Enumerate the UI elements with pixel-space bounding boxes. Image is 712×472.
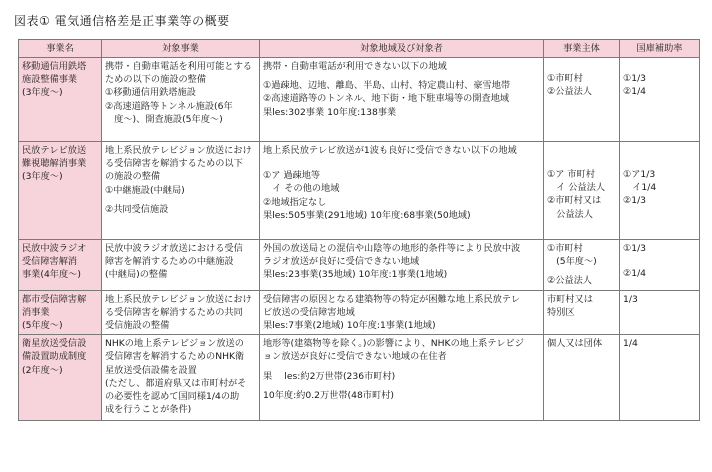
cell-line: 個人又は団体: [547, 338, 603, 350]
cell-line: 10年度:約0.2万世帯(48市町村): [263, 389, 394, 401]
business-name-cell: [19, 290, 102, 335]
header-row: [19, 40, 700, 58]
target-area-cell: [260, 58, 544, 142]
cell-line: ②高速道路等トンネル施設(6年: [105, 100, 233, 112]
cell-line: 障害を解消するための中継施設: [105, 256, 234, 268]
cell-line: 受信施設の整備: [105, 320, 170, 332]
cell-line: 星放送受信設備を設置: [105, 364, 197, 376]
cell-line: 民放中波ラジオ: [22, 243, 87, 254]
cell-line: 受信障害を解消するためのNHK衛: [105, 351, 245, 363]
cell-line: 公益法人: [547, 208, 593, 220]
table-row: [19, 58, 700, 142]
cell-line: ラジオ放送が良好に受信できない地域: [263, 256, 420, 268]
cell-line: (3年度～): [22, 171, 63, 183]
target-business-cell: [102, 335, 260, 421]
cell-line: 施設整備事業: [22, 74, 78, 86]
business-name-cell: [19, 142, 102, 240]
cell-line: イ 公益法人: [547, 182, 606, 194]
cell-line: ①市町村: [547, 73, 583, 84]
cell-line: 地上系民放テレビジョン放送におけ: [105, 293, 252, 305]
cell-line: ②1/4: [623, 86, 647, 98]
cell-line: ①ア1/3: [623, 169, 656, 180]
cell-line: 都市受信障害解: [22, 293, 87, 305]
cell-line: (5年度～): [547, 256, 597, 268]
business-name-cell: [19, 335, 102, 421]
overview-table: [18, 39, 700, 421]
cell-line: 果les:7事業(2地域) 10年度:1事業(1地域): [263, 320, 436, 332]
cell-line: ョン放送が良好に受信できない地域の在住者: [263, 351, 447, 363]
cell-line: 地形等(建築物等を除く。)の影響により、NHKの地上系テレビジ: [263, 338, 524, 350]
subsidy-rate-cell: [620, 142, 700, 240]
cell-line: 1/4: [623, 338, 638, 350]
cell-line: の施設の整備: [105, 171, 161, 183]
business-name-cell: [19, 58, 102, 142]
table-row: [19, 240, 700, 291]
cell-line: 民放テレビ放送: [22, 145, 87, 156]
cell-line: ための以下の施設の整備: [105, 74, 207, 86]
cell-line: イ その他の地域: [263, 183, 340, 195]
cell-line: (ただし、都道府県又は市町村がそ: [105, 377, 247, 389]
header-entity: 事業主体: [544, 40, 620, 58]
cell-line: 成を行うことが条件): [105, 404, 192, 416]
cell-line: 1/3: [623, 293, 638, 305]
cell-line: 外国の放送局との混信や山陰等の地形的条件等により民放中波: [263, 243, 521, 254]
target-business-cell: [102, 142, 260, 240]
cell-line: 備設置助成制度: [22, 351, 87, 363]
cell-line: ①1/3: [623, 73, 647, 84]
table-row: [19, 142, 700, 240]
cell-line: ②公益法人: [547, 275, 592, 287]
entity-cell: [544, 240, 620, 291]
cell-line: (中継局)の整備: [105, 269, 168, 281]
cell-line: 地上系民放テレビ放送が1波も良好に受信できない以下の地域: [263, 145, 517, 156]
target-area-cell: [260, 240, 544, 291]
cell-line: ②公益法人: [547, 86, 592, 98]
cell-line: (2年度～): [22, 364, 63, 376]
cell-line: ①中継施設(中継局): [105, 184, 185, 196]
target-business-cell: [102, 58, 260, 142]
header-target-business: 対象事業: [102, 40, 260, 58]
cell-line: ①移動通信用鉄塔施設: [105, 87, 196, 99]
target-area-cell: [260, 335, 544, 421]
cell-line: 特別区: [547, 306, 575, 318]
cell-line: (5年度～): [22, 320, 63, 332]
cell-line: 移動通信用鉄塔: [22, 61, 87, 72]
target-business-cell: [102, 240, 260, 291]
subsidy-rate-cell: [620, 58, 700, 142]
entity-cell: [544, 58, 620, 142]
cell-line: ②共同受信施設: [105, 203, 169, 215]
cell-line: 果les:505事業(291地域) 10年度:68事業(50地域): [263, 209, 471, 221]
subsidy-rate-cell: [620, 290, 700, 335]
cell-line: 地上系民放テレビジョン放送におけ: [105, 145, 252, 156]
cell-line: ②地域指定なし: [263, 196, 327, 208]
entity-cell: [544, 290, 620, 335]
cell-line: ①ア 過疎地等: [263, 170, 321, 182]
table-row: [19, 290, 700, 335]
header-subsidy-rate: 国庫補助率: [620, 40, 700, 58]
entity-cell: [544, 142, 620, 240]
target-area-cell: [260, 290, 544, 335]
cell-line: (3年度～): [22, 87, 63, 99]
cell-line: ①市町村: [547, 243, 583, 254]
cell-line: 携帯・自動車電話が利用できない以下の地域: [263, 61, 447, 72]
cell-line: る受信障害を解消するための共同: [105, 306, 243, 318]
cell-line: 市町村又は: [547, 293, 593, 305]
figure-title: 図表① 電気通信格差是正事業等の概要: [14, 14, 230, 28]
subsidy-rate-cell: [620, 240, 700, 291]
cell-line: 難視聴解消事業: [22, 158, 87, 170]
cell-line: 受信障害解消: [22, 256, 78, 268]
cell-line: 携帯・自動車電話を利用可能とする: [105, 61, 252, 72]
target-area-cell: [260, 142, 544, 240]
cell-line: ①ア 市町村: [547, 169, 595, 180]
cell-line: イ1/4: [623, 182, 657, 194]
subsidy-rate-cell: [620, 335, 700, 421]
cell-line: NHKの地上系テレビジョン放送の: [105, 338, 244, 350]
cell-line: ②1/3: [623, 195, 647, 207]
header-business-name: 事業名: [19, 40, 102, 58]
cell-line: ①過疎地、辺地、離島、半島、山村、特定農山村、豪雪地帯: [263, 80, 511, 92]
target-business-cell: [102, 290, 260, 335]
cell-line: 果 les:約2万世帯(236市町村): [263, 370, 396, 382]
cell-line: 果les:302事業 10年度:138事業: [263, 106, 397, 118]
cell-line: ①1/3: [623, 243, 647, 254]
header-target-area: 対象地域及び対象者: [260, 40, 544, 58]
cell-line: る受信障害を解消するための以下: [105, 158, 243, 170]
cell-line: 事業(4年度～): [22, 269, 81, 281]
cell-line: ②1/4: [623, 268, 647, 280]
cell-line: ②高速道路等のトンネル、地下街・地下駐車場等の開査地域: [263, 93, 510, 105]
cell-line: ②市町村又は: [547, 195, 602, 207]
cell-line: ビ放送の受信障害地域: [263, 306, 355, 318]
entity-cell: [544, 335, 620, 421]
cell-line: 受信障害の原因となる建築物等の特定が困難な地上系民放テレ: [263, 293, 521, 305]
cell-line: 消事業: [22, 306, 50, 318]
cell-line: 度～)、開査施設(5年度～): [105, 113, 223, 125]
cell-line: 衛星放送受信設: [22, 338, 87, 350]
business-name-cell: [19, 240, 102, 291]
cell-line: 民放中波ラジオ放送における受信: [105, 243, 243, 254]
table-row: [19, 335, 700, 421]
cell-line: の必要性を認めて国同様1/4の助: [105, 391, 240, 403]
cell-line: 果les:23事業(35地域) 10年度:1事業(1地域): [263, 269, 448, 281]
